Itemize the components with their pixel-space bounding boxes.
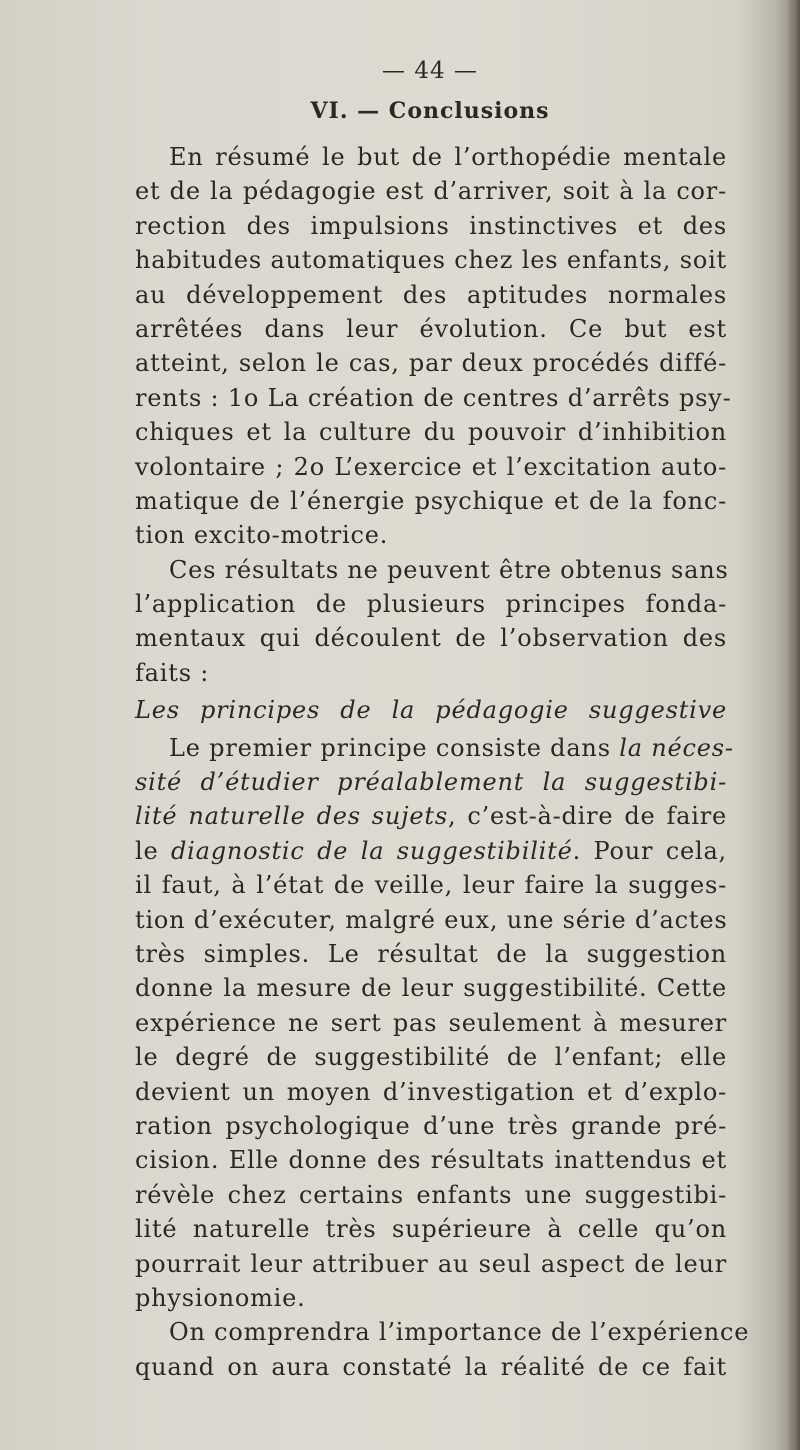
text-line: révèle chez certains enfants une suggestibi- xyxy=(135,1180,727,1209)
subheading: Les principes de la pédagogie suggestive xyxy=(135,696,727,725)
text-line: il faut, à l’état de veille, leur faire la sugges- xyxy=(135,871,727,900)
text-line: chiques et la culture du pouvoir d’inhibition xyxy=(135,418,727,447)
page-number: — 44 — xyxy=(382,58,478,84)
text-line: tion excito-motrice. xyxy=(135,521,389,550)
text-span: Le premier principe consiste dans xyxy=(169,733,620,762)
text-line xyxy=(135,765,727,799)
text-line: Ces résultats ne peuvent être obtenus sans xyxy=(169,555,729,584)
text-line: quand on aura constaté la réalité de ce fait xyxy=(135,1352,727,1381)
text-line: au développement des aptitudes normales xyxy=(135,280,727,309)
text-line: physionomie. xyxy=(135,1283,306,1312)
italic-span: sité d’étudier préalablement la suggestibi- xyxy=(135,768,727,797)
text-line: devient un moyen d’investigation et d’explo- xyxy=(135,1077,727,1106)
text-line xyxy=(135,834,727,868)
text-line: tion d’exécuter, malgré eux, une série d’actes xyxy=(135,905,728,934)
text-line xyxy=(135,799,727,833)
text-line: habitudes automatiques chez les enfants, soit xyxy=(135,246,727,275)
text-line: pourrait leur attribuer au seul aspect de leur xyxy=(135,1249,727,1278)
text-line: volontaire ; 2o L’exercice et l’excitation auto- xyxy=(135,452,727,481)
text-line: En résumé le but de l’orthopédie mentale xyxy=(169,143,727,171)
text-line: cision. Elle donne des résultats inattendus et xyxy=(135,1146,727,1175)
italic-span: lité naturelle des sujets xyxy=(135,802,448,831)
text-line: matique de l’énergie psychique et de la fonc- xyxy=(135,486,727,515)
text-line: donne la mesure de leur suggestibilité. Cette xyxy=(135,974,727,1003)
italic-span: diagnostic de la suggestibilité xyxy=(170,836,573,865)
text-line: lité naturelle très supérieure à celle qu’on xyxy=(135,1215,727,1244)
text-line: rection des impulsions instinctives et des xyxy=(135,211,727,240)
section-title: VI. — Conclusions xyxy=(310,98,550,124)
text-line: et de la pédagogie est d’arriver, soit à la cor- xyxy=(135,177,727,206)
text-line: On comprendra l’importance de l’expérience xyxy=(169,1318,750,1347)
text-span: , c’est-à-dire de faire xyxy=(447,802,727,831)
text-line: ration psychologique d’une très grande pré- xyxy=(135,1111,727,1140)
text-line: le degré de suggestibilité de l’enfant; elle xyxy=(135,1043,727,1072)
text-line: faits : xyxy=(135,658,210,687)
text-line: atteint, selon le cas, par deux procédés diffé- xyxy=(135,349,727,378)
page-edge-shadow xyxy=(786,0,800,1450)
text-line: mentaux qui découlent de l’observation des xyxy=(135,624,727,653)
text-span: . Pour cela, xyxy=(572,836,727,865)
text-line: rents : 1o La création de centres d’arrêts psy- xyxy=(135,383,732,412)
text-line: expérience ne sert pas seulement à mesurer xyxy=(135,1008,727,1037)
text-line: arrêtées dans leur évolution. Ce but est xyxy=(135,314,727,343)
italic-span: la néces- xyxy=(619,733,734,762)
text-line: très simples. Le résultat de la suggestion xyxy=(135,939,727,968)
text-span: le xyxy=(135,836,171,865)
text-line xyxy=(135,731,734,765)
body-text xyxy=(135,140,750,1384)
text-line: l’application de plusieurs principes fonda- xyxy=(135,590,727,619)
